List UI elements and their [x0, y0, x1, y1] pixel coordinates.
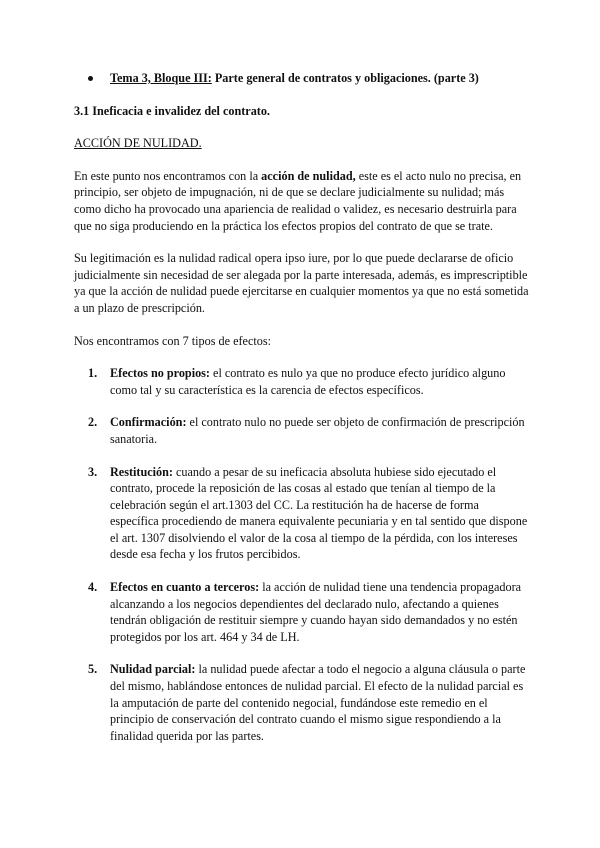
- effects-list: [74, 365, 530, 744]
- list-item-text: cuando a pesar de su ineficacia absoluta hubiese sido ejecutado el contrato, procede la reposición de las cosas al estado que tenían al tiempo de la celebración según el art.1303 del CC. La restitución ha de hacerse de forma específica procediendo de manera equivalente pecuniaria y en tal sentido que dispone el art. 1307 disolviendo el valor de la cosa al tiempo de la pérdida, con los intereses desde esa fecha y los frutos percibidos.: [110, 464, 528, 562]
- topic-bullet: [74, 70, 530, 87]
- topic-title-rest: Parte general de contratos y obligaciones. (parte 3): [211, 71, 479, 85]
- list-item-term: Confirmación:: [110, 415, 187, 430]
- list-item-number: 4.: [88, 580, 98, 595]
- list-item-text: la acción de nulidad tiene una tendencia propagadora alcanzando a los negocios dependientes del declarado nulo, afectando a quienes tendrán obligación de restituir siempre y cuando hayan sido demandados y no estén protegidos por los art. 464 y 34 de LH.: [110, 580, 522, 644]
- paragraph-intro-before: En este punto nos encontramos con la: [74, 168, 262, 183]
- paragraph-legitimacion: Su legitimación es la nulidad radical opera ipso iure, por lo que puede declararse de oficio judicialmente sin necesidad de ser alegada por la parte interesada, además, es imprescriptible ya que la acción de nulidad puede ejercitarse en cualquier momentos ya que no está sometida a un plazo de prescripción.: [74, 251, 529, 315]
- list-item: [74, 414, 530, 447]
- list-item-number: 2.: [88, 415, 98, 430]
- section-heading: ACCIÓN DE NULIDAD.: [74, 136, 202, 151]
- list-item-text: el contrato es nulo ya que no produce efecto jurídico alguno como tal y su característica es la carencia de efectos específicos.: [110, 366, 506, 397]
- document-body: [74, 70, 530, 760]
- list-item-number: 1.: [88, 366, 98, 381]
- list-item-term: Efectos en cuanto a terceros:: [110, 580, 260, 595]
- bullet-dot-icon: [88, 76, 93, 81]
- subheading: 3.1 Ineficacia e invalidez del contrato.: [74, 103, 270, 118]
- list-item-term: Efectos no propios:: [110, 366, 210, 381]
- list-item-number: 3.: [88, 464, 98, 479]
- list-item: [74, 579, 530, 645]
- list-item: [74, 365, 530, 398]
- list-item: [74, 464, 530, 564]
- paragraph-intro-bold: acción de nulidad,: [261, 168, 356, 183]
- paragraph-effects-intro: Nos encontramos con 7 tipos de efectos:: [74, 333, 271, 348]
- list-item: [74, 661, 530, 744]
- paragraph-intro: [74, 168, 530, 234]
- topic-title-underlined: Tema 3, Bloque III:: [110, 71, 212, 85]
- list-item-term: Restitución:: [110, 464, 173, 479]
- paragraph-intro-after: este es el acto nulo no precisa, en principio, ser objeto de impugnación, ni de que se declare judicialmente su nulidad; más como dicho ha provocado una apariencia de realidad o validez, es necesario destruirla para que no siga produciendo en la práctica los efectos propios del contrato de que se trate.: [74, 168, 522, 233]
- list-item-text: el contrato nulo no puede ser objeto de confirmación de prescripción sanatoria.: [110, 415, 525, 446]
- list-item-number: 5.: [88, 662, 98, 677]
- list-item-text: la nulidad puede afectar a todo el negocio a alguna cláusula o parte del mismo, hablándose entonces de nulidad parcial. El efecto de la nulidad parcial es la amputación de parte del contenido negocial, fundándose este remedio en el principio de conservación del contrato cuando el mismo sigue respondiendo a la finalidad querida por las partes.: [110, 662, 526, 743]
- list-item-term: Nulidad parcial:: [110, 662, 196, 677]
